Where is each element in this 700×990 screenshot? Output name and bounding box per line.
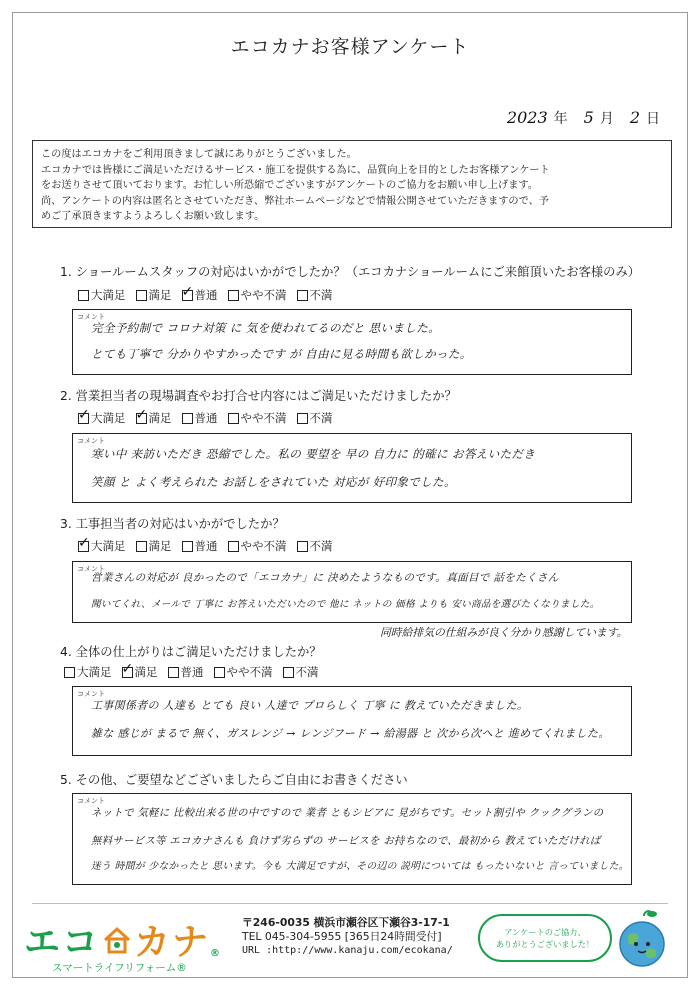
telephone: TEL 045-304-5955 [365日24時間受付] [242,930,442,943]
globe-mascot-icon [610,910,674,972]
option-dissatisfied[interactable]: 不満 [297,410,333,426]
comment-line: 工事関係者の 人達も とても 良い 人達で プロらしく 丁寧 に 教えていただきました。 [91,699,529,712]
option-very-satisfied[interactable]: ✓ 大満足 [78,538,126,554]
checkbox[interactable] [136,541,147,552]
comment-line: 聞いてくれ、メールで 丁寧に お答えいただいたので 他に ネットの 価格 よりも 安い商品を選びたくなりました。 [91,599,600,610]
date-month-unit: 月 [599,111,614,127]
option-satisfied[interactable]: 満足 [136,287,172,303]
comment-label: コメント [77,797,105,805]
option-somewhat-dissatisfied[interactable]: やや不満 [214,664,273,680]
checkbox[interactable] [228,413,239,424]
option-satisfied[interactable]: 満足 [136,538,172,554]
date-year-unit: 年 [553,111,568,127]
option-satisfied[interactable]: ✓ 満足 [136,410,172,426]
date-month: 5 [583,108,594,127]
bubble-line: ありがとうございました！ [495,939,595,949]
option-very-satisfied[interactable]: ✓ 大満足 [78,410,126,426]
comment-label: コメント [77,313,105,321]
footer [0,910,700,980]
option-normal[interactable]: 普通 [168,664,204,680]
question-3-options [78,538,333,554]
comment-label: コメント [77,437,105,445]
date-year: 2023 [506,108,548,127]
logo-kana: カナ [134,922,211,963]
option-normal[interactable]: 普通 [182,410,218,426]
comment-line: 笑顔 と よく考えられた お話しをされていた 対応が 好印象でした。 [91,475,456,489]
ecokana-logo [24,914,222,965]
checkbox[interactable] [297,290,308,301]
option-very-satisfied[interactable]: 大満足 [78,287,126,303]
option-somewhat-dissatisfied[interactable]: やや不満 [228,287,287,303]
intro-line: エコカナでは皆様にご満足いただけるサービス・施工を提供する為に、品質向上を目的としたお客様アンケート [41,164,550,176]
intro-line: をお送りさせて頂いております。お忙しい所恐縮でございますがアンケートのご協力をお願い申し上げます。 [41,180,538,192]
checkbox[interactable] [214,667,225,678]
comment-extra-note: 同時給排気の仕組みが良く分かり感謝しています。 [380,626,628,639]
comment-line: 無料サービス等 エコカナさんも 負けず劣らずの サービスを お持ちなので、最初から 教えていただければ [91,835,601,847]
checkbox[interactable] [78,290,89,301]
bubble-line: アンケートのご協力、 [504,927,586,937]
option-somewhat-dissatisfied[interactable]: やや不満 [228,538,287,554]
question-1-options [78,287,333,303]
checkbox-checked[interactable] [136,413,147,424]
checkbox[interactable] [228,541,239,552]
intro-line: めご了承頂きますようよろしくお願い致します。 [41,211,265,223]
checkbox[interactable] [64,667,75,678]
date-day-unit: 日 [646,111,660,127]
checkbox-checked[interactable] [78,541,89,552]
website-url[interactable]: URL :http://www.kanaju.com/ecokana/ [242,945,453,956]
comment-label: コメント [77,690,105,698]
contact-info [242,916,453,958]
checkbox-checked[interactable] [182,290,193,301]
comment-box-1 [72,309,632,375]
option-dissatisfied[interactable]: 不満 [297,538,333,554]
intro-line: 尚、アンケートの内容は匿名とさせていただき、弊社ホームページなどで情報公開させていただきますので、予 [41,195,549,207]
option-dissatisfied[interactable]: 不満 [297,287,333,303]
comment-line: 迷う 時間が 少なかったと 思います。今も 大満足ですが、その辺の 説明については もったいないと 言っていました。 [91,861,629,872]
survey-date [507,108,660,128]
checkbox[interactable] [297,541,308,552]
intro-line: この度はエコカナをご利用頂きまして誠にありがとうございました。 [41,149,357,160]
option-normal[interactable]: 普通 [182,538,218,554]
registered-mark: ® [210,948,223,959]
option-satisfied[interactable]: ✓ 満足 [122,664,158,680]
option-somewhat-dissatisfied[interactable]: やや不満 [228,410,287,426]
comment-line: 雑な 感じが まるで 無く、ガスレンジ → レンジフード → 給湯器 と 次から次へと 進めてくれました。 [91,727,610,740]
checkbox[interactable] [136,290,147,301]
comment-line: 寒い中 来訪いただき 恐縮でした。私の 要望を 早の 自力に 的確に お答えいただき [91,447,536,461]
comment-label: コメント [77,565,105,573]
checkbox[interactable] [168,667,179,678]
logo-eco: エコ [24,922,101,963]
date-day: 2 [629,108,640,127]
question-4: 4. 全体の仕上がりはご満足いただけましたか？ [60,645,322,659]
checkbox[interactable] [182,413,193,424]
checkbox[interactable] [228,290,239,301]
question-1: 1. ショールームスタッフの対応はいかがでしたか？（エコカナショールームにご来館頂いたお客様のみ） [60,265,641,279]
intro-box [32,140,672,228]
survey-title: エコカナお客様アンケート [230,36,470,58]
comment-box-3 [72,561,632,623]
checkbox[interactable] [297,413,308,424]
question-2-options [78,410,333,426]
option-dissatisfied[interactable]: 不満 [283,664,319,680]
question-2: 2. 営業担当者の現場調査やお打合せ内容にはご満足いただけましたか？ [60,389,457,403]
question-5: 5. その他、ご要望などございましたらご自由にお書きください [60,773,408,787]
address: 〒246-0035 横浜市瀬谷区下瀬谷3-17-1 [242,916,450,929]
checkbox[interactable] [283,667,294,678]
logo-subtitle: スマートライフリフォーム® [52,962,187,974]
comment-box-5 [72,793,632,885]
comment-box-4 [72,686,632,756]
comment-box-2 [72,433,632,503]
checkbox[interactable] [182,541,193,552]
comment-line: 完全予約制で コロナ対策 に 気を使われてるのだと 思いました。 [91,321,440,335]
checkbox-checked[interactable] [78,413,89,424]
footer-divider [32,903,668,904]
house-icon [102,925,132,955]
option-very-satisfied[interactable]: 大満足 [64,664,112,680]
thanks-bubble [478,914,612,962]
comment-line: 営業さんの対応が 良かったので「エコカナ」に 決めたようなものです。真面目で 話をたくさん [91,572,559,584]
question-3: 3. 工事担当者の対応はいかがでしたか？ [60,517,285,531]
checkbox-checked[interactable] [122,667,133,678]
comment-line: ネットで 気軽に 比較出来る世の中ですので 業者 ともシビアに 見がちです。セット割引や クックグランの [91,807,604,819]
option-normal[interactable]: ✓ 普通 [182,287,218,303]
comment-line: とても丁寧で 分かりやすかったです が 自由に見る時間も欲しかった。 [91,347,472,361]
question-4-options [64,664,319,680]
